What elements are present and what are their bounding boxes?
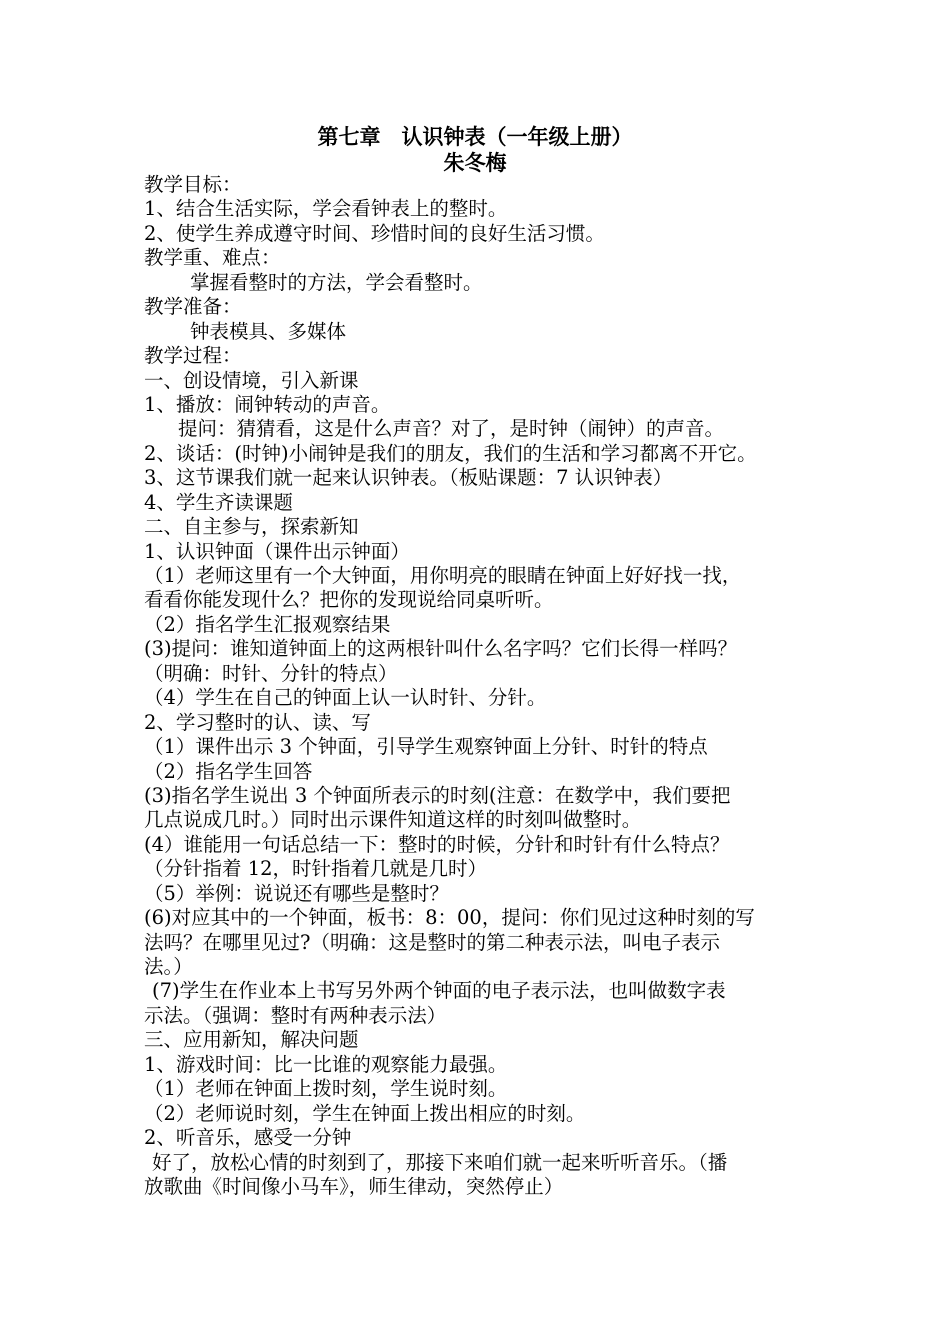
text-line: （2）指名学生汇报观察结果 bbox=[144, 612, 391, 636]
text-line: 教学过程： bbox=[144, 344, 242, 368]
document-title: 第七章 认识钟表（一年级上册） bbox=[317, 125, 633, 149]
text-line: 看看你能发现什么？把你的发现说给同桌听听。 bbox=[144, 588, 554, 612]
text-line: 4、学生齐读课题 bbox=[144, 490, 293, 514]
text-line: （5）举例：说说还有哪些是整时？ bbox=[144, 881, 449, 905]
text-line: 1、游戏时间：比一比谁的观察能力最强。 bbox=[144, 1052, 508, 1076]
text-line: 示法。（强调：整时有两种表示法） bbox=[144, 1003, 447, 1027]
text-line: 2、谈话：(时钟)小闹钟是我们的朋友，我们的生活和学习都离不开它。 bbox=[144, 441, 757, 465]
text-line: （1）老师在钟面上拨时刻，学生说时刻。 bbox=[144, 1077, 508, 1101]
text-line: 法吗？在哪里见过?（明确：这是整时的第二种表示法，叫电子表示 bbox=[144, 930, 720, 954]
document-body bbox=[144, 173, 834, 1199]
text-line: 2、使学生养成遵守时间、珍惜时间的良好生活习惯。 bbox=[144, 221, 605, 245]
text-line: 3、这节课我们就一起来认识钟表。（板贴课题：7 认识钟表） bbox=[144, 466, 673, 490]
text-line: （2）指名学生回答 bbox=[144, 759, 313, 783]
text-line: 一、创设情境，引入新课 bbox=[144, 368, 359, 392]
text-line: （分针指着 12，时针指着几就是几时） bbox=[144, 857, 488, 881]
text-line: 教学目标： bbox=[144, 173, 242, 196]
text-line: 1、结合生活实际，学会看钟表上的整时。 bbox=[144, 197, 508, 221]
text-line: 1、播放：闹钟转动的声音。 bbox=[144, 392, 391, 416]
text-line: (4）谁能用一句话总结一下：整时的时候，分针和时针有什么特点？ bbox=[144, 832, 730, 856]
document-author: 朱冬梅 bbox=[443, 151, 507, 175]
text-line: (3)提问：谁知道钟面上的这两根针叫什么名字吗？它们长得一样吗？ bbox=[144, 637, 738, 661]
text-line: （2）老师说时刻，学生在钟面上拨出相应的时刻。 bbox=[144, 1101, 586, 1125]
text-line: 掌握看整时的方法，学会看整时。 bbox=[190, 270, 483, 294]
text-line: （1）老师这里有一个大钟面，用你明亮的眼睛在钟面上好好找一找， bbox=[144, 564, 742, 587]
text-line: （1）课件出示 3 个钟面，引导学生观察钟面上分针、时针的特点 bbox=[144, 735, 708, 759]
text-line: 2、学习整时的认、读、写 bbox=[144, 710, 371, 734]
text-line: 钟表模具、多媒体 bbox=[190, 319, 347, 343]
text-line: (7)学生在作业本上书写另外两个钟面的电子表示法，也叫做数字表 bbox=[152, 979, 726, 1003]
text-line: 二、自主参与，探索新知 bbox=[144, 515, 359, 539]
text-line: 三、应用新知，解决问题 bbox=[144, 1028, 359, 1052]
text-line: 1、认识钟面（课件出示钟面） bbox=[144, 539, 410, 563]
text-line: 法。） bbox=[144, 955, 193, 978]
text-line: （4）学生在自己的钟面上认一认时针、分针。 bbox=[144, 686, 547, 710]
text-line: (6)对应其中的一个钟面，板书：8：00，提问：你们见过这种时刻的写 bbox=[144, 906, 755, 930]
text-line: 好了，放松心情的时刻到了，那接下来咱们就一起来听听音乐。（播 bbox=[152, 1150, 728, 1174]
text-line: 2、听音乐，感受一分钟 bbox=[144, 1126, 352, 1150]
text-line: 几点说成几时。）同时出示课件知道这样的时刻叫做整时。 bbox=[144, 808, 642, 832]
text-line: 提问：猜猜看，这是什么声音？对了，是时钟（闹钟）的声音。 bbox=[178, 417, 725, 441]
text-line: 教学准备： bbox=[144, 295, 242, 319]
text-line: (3)指名学生说出 3 个钟面所表示的时刻(注意：在数学中，我们要把 bbox=[144, 783, 731, 807]
text-line: 放歌曲《时间像小马车》，师生律动，突然停止） bbox=[144, 1174, 564, 1198]
text-line: （明确：时针、分针的特点） bbox=[144, 661, 398, 685]
text-line: 教学重、难点： bbox=[144, 246, 281, 270]
